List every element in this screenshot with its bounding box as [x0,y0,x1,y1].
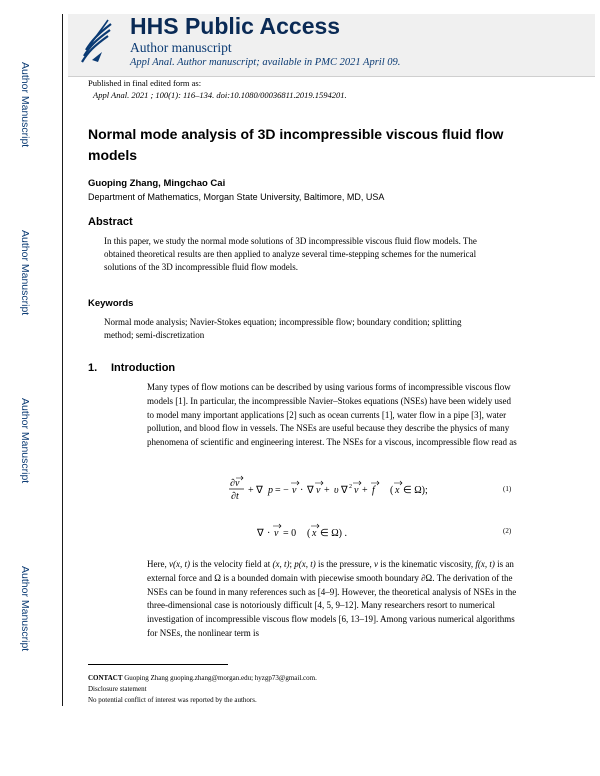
svg-text:∇: ∇ [341,485,348,496]
abstract-text: In this paper, we study the normal mode solutions of 3D incompressible viscous fluid flow models. The obtained theoretical results are then applied to analyze several time-stepping schemes for the numerical solutions of the 3D incompressible fluid flow models. [104,236,477,273]
hhs-journal-line: Appl Anal. Author manuscript; available in PMC 2021 April 09. [130,57,401,68]
hhs-title: HHS Public Access [130,13,341,39]
footnote-rule [88,664,228,665]
footnote-conflict: No potential conflict of interest was reported by the authors. [88,696,257,704]
svg-text:·: · [267,528,271,539]
equation-number-1: (1) [503,485,512,493]
introduction-paragraph-1: Many types of flow motions can be described by using various forms of incompressible viscous flow models [1]. In particular, the incompressible Navier–Stokes equations (NSEs) have been widely used to model many important applications [2] such as ocean currents [1], water flow in a pipe [3], water pollution, and blood flow in vessels. The NSEs are useful because they describe the physics of many phenomena of scientific and engineering interest. The NSEs for a viscous, incompressible flow read as [147,382,517,448]
svg-text:+: + [362,485,368,496]
svg-text:∇: ∇ [257,528,264,539]
svg-text:2: 2 [349,484,352,490]
hhs-eagle-logo-icon [78,16,114,68]
svg-text:v: v [354,485,359,496]
svg-text:+ ∇: + ∇ [248,485,263,496]
svg-text:x: x [395,485,400,496]
keywords-text: Normal mode analysis; Navier-Stokes equation; incompressible flow; boundary condition; splitting method; semi-discretization [104,317,462,340]
keywords-heading: Keywords [88,298,134,309]
side-label-author-manuscript: Author Manuscript [19,62,31,148]
svg-text:·: · [300,485,304,496]
side-label-author-manuscript: Author Manuscript [19,230,31,316]
svg-text:f: f [372,485,375,496]
paper-title: Normal mode analysis of 3D incompressible viscous fluid flow models [88,126,504,163]
svg-text:= 0: = 0 [283,528,297,539]
publication-citation: Appl Anal. 2021 ; 100(1): 116–134. doi:10.1080/00036811.2019.1594201. [93,90,347,100]
svg-text:υ: υ [334,485,339,496]
svg-text:v: v [316,485,321,496]
svg-text:+: + [324,485,330,496]
affiliation: Department of Mathematics, Morgan State University, Baltimore, MD, USA [88,192,385,202]
footnote-contact: CONTACT Guoping Zhang guoping.zhang@morgan.edu; hyzgp73@gmail.com. [88,674,317,682]
svg-text:x: x [312,528,317,539]
svg-text:(: ( [307,528,311,539]
svg-text:∇: ∇ [307,485,314,496]
svg-text:∈ Ω);: ∈ Ω); [403,485,428,496]
equation-1 [228,477,488,506]
introduction-paragraph-2: Here, v(x, t) is the velocity field at (x, t); p(x, t) is the pressure, v is the kinematic viscosity, f(x, t) is an external force and Ω is a bounded domain with piecewise smooth boundary ∂Ω. The derivation of the NSEs can be found in many references such as [4–9]. However, the theoretical analysis of NSEs in the three-dimensional case is notoriously difficult [4, 5, 9–12]. Many researchers resort to numerical investigation of incompressible viscous flow models [6, 13–19]. Among various numerical algorithms for NSEs, the nonlinear term is [147,559,517,638]
side-label-author-manuscript: Author Manuscript [19,566,31,652]
published-label: Published in final edited form as: [88,78,202,88]
footnote-disclosure: Disclosure statement [88,685,147,693]
equation-number-2: (2) [503,527,512,535]
svg-text:∂v: ∂v [230,478,240,489]
svg-text:∂t: ∂t [231,491,239,502]
svg-text:∈ Ω) .: ∈ Ω) . [320,528,347,539]
side-label-author-manuscript: Author Manuscript [19,398,31,484]
side-rule [62,14,63,706]
introduction-heading: Introduction [111,362,176,374]
svg-text:(: ( [390,485,394,496]
svg-text:p: p [268,485,273,496]
equation-2 [255,522,415,545]
svg-text:v: v [274,528,279,539]
abstract-heading: Abstract [88,216,133,228]
section-number: 1. [88,362,98,374]
svg-text:= −: = − [275,485,289,496]
hhs-subtitle: Author manuscript [130,40,232,55]
svg-text:v: v [292,485,297,496]
authors: Guoping Zhang, Mingchao Cai [88,178,226,189]
